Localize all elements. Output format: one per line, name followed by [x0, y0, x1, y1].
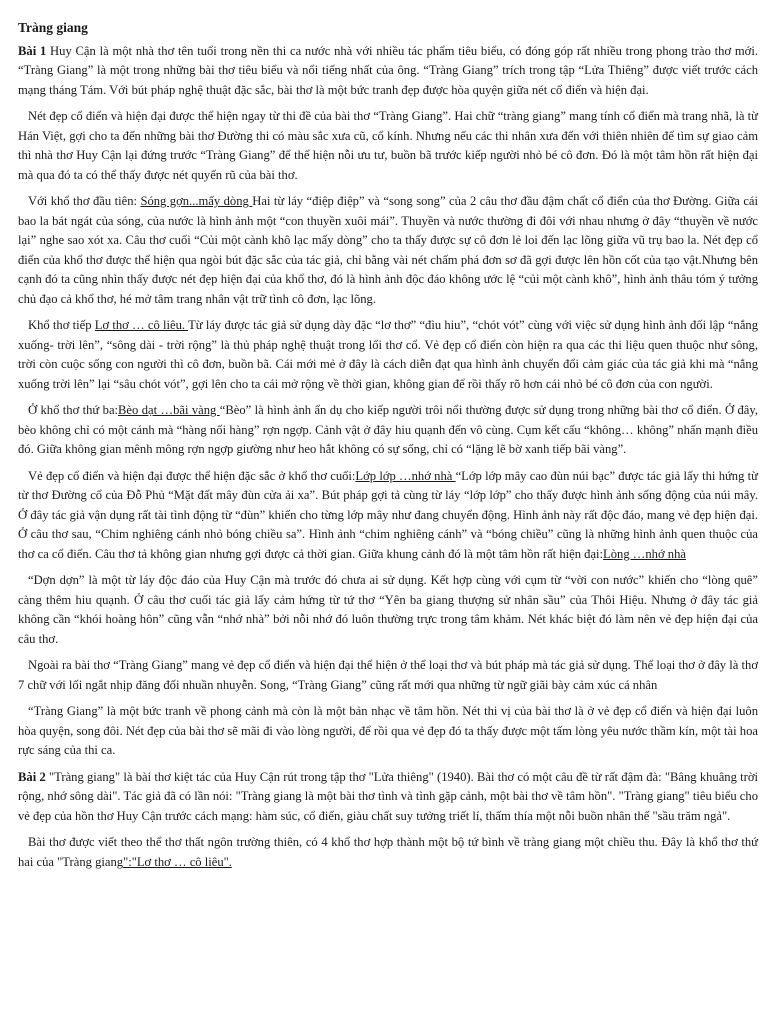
- section-label-bai-1: Bài 1: [18, 43, 47, 58]
- paragraph-text: Từ láy được tác giả sử dụng dày đặc “lơ thơ” “đìu hiu”, “chót vót” cùng với việc sử dụng hình ảnh đối lập “nắng xuống- trời lên”, “sông dài - trời rộng” là thủ pháp nghệ thuật trong lối thơ cổ. Vẻ đẹp cổ điển còn hiện ra qua các thi liệu quen thuộc như sông, trời còn cuộc sống con người thì cô đơn, buồn bã. Cái mới mẻ ở đây là cách diễn đạt qua hình ảnh chuyển đổi cảm giác của tác giả khi mà “nắng xuống trời lên” lại “sâu chót vót”, gợi lên cho ta cái mở rộng về thời gian, không gian để rồi thấy rõ hơn cái nhỏ bé cô đơn của con người.: [18, 318, 759, 391]
- paragraph-4: [18, 316, 758, 394]
- paragraph-9: “Tràng Giang” là một bức tranh về phong cảnh mà còn là một bản nhạc về tâm hồn. Nét thi vị của bài thơ là ở vẻ đẹp cổ điển và hiện đại luôn hòa quyện, song đôi. Nét đẹp của bài thơ sẽ mãi đi vào lòng người, để rồi qua vẻ đẹp đó ta thấy được một tấm lòng yêu nước thầm kín, một tài hoa rực sáng của thi ca.: [18, 704, 758, 757]
- paragraph-6: [18, 467, 758, 565]
- paragraph-11: [18, 833, 758, 872]
- paragraph-text: Vẻ đẹp cổ điển và hiện đại được thể hiện đặc sắc ở khổ thơ cuối:: [28, 468, 356, 483]
- paragraph-3: [18, 192, 758, 309]
- paragraph-bai-2: [18, 768, 758, 827]
- paragraph-text: Khổ thơ tiếp: [28, 318, 95, 332]
- verse-reference-link[interactable]: Lơ thơ … cô liêu.: [94, 318, 189, 332]
- verse-reference-link[interactable]: Lòng …nhớ nhà: [603, 546, 686, 561]
- document-body: [18, 18, 758, 879]
- paragraph-text: Bài thơ được viết theo thể thơ thất ngôn trường thiên, có 4 khổ thơ hợp thành một bộ tứ bình về tràng giang một chiều thu. Đây là khổ thơ thứ hai của "Tràng giang: [18, 835, 758, 869]
- verse-reference-link[interactable]: Sóng gợn...mấy dòng: [140, 194, 253, 208]
- paragraph-5: [18, 401, 758, 460]
- paragraph-text: “Lớp lớp mây cao đùn núi bạc” được tác giả lấy thi hứng từ từ thơ Đường cổ của Đỗ Phủ “Mặt đất mây đùn cửa ải xa”. Bút pháp gợi tả cùng từ láy “lớp lớp” cho thấy được hình ảnh sống động của núi mây. Ở đây tác giả vận dụng rất tài tình động từ “đùn” khiến cho từng lớp mây như đang chuyển động. Hình ảnh này rất độc đáo, mang vẻ đẹp hiện đại. Ở câu thơ sau, “Chim nghiêng cánh nhỏ bóng chiều sa”. Hình ảnh “chim nghiêng cánh” và “bóng chiều” cũng là những hình ảnh quen thuộc của thơ ca cổ điển. Câu thơ tả không gian nhưng gợi được cả thời gian. Giữa khung cảnh đó là một tâm hồn rất hiện đại:: [18, 468, 758, 561]
- paragraph-bai-1: [18, 42, 758, 101]
- paragraph-8: Ngoài ra bài thơ “Tràng Giang” mang vẻ đẹp cổ điển và hiện đại thể hiện ở thể loại thơ và bút pháp mà tác giả sử dụng. Thể loại thơ ở đây là thơ 7 chữ với lối ngắt nhịp đăng đối nhuần nhuyễn. Song, “Tràng Giang” cũng rất mới qua những từ ngữ giãi bày cảm xúc cá nhân: [18, 658, 758, 692]
- verse-reference-link[interactable]: Bèo dạt …bãi vàng: [118, 403, 220, 417]
- paragraph-text: Huy Cận là một nhà thơ tên tuổi trong nền thi ca nước nhà với nhiều tác phẩm tiêu biểu, có đóng góp rất nhiều trong phong trào thơ mới. “Tràng Giang” là một trong những bài thơ tiêu biểu và nổi tiếng nhất của ông. “Tràng Giang” trích trong tập “Lửa Thiêng” được viết trước cách mạng tháng Tám. Với bút pháp nghệ thuật đặc sắc, bài thơ là một bức tranh đẹp được hòa quyện giữa nét cổ điển và hiện đại.: [18, 43, 758, 97]
- paragraph-2: Nét đẹp cổ điển và hiện đại được thể hiện ngay từ thi đề của bài thơ “Tràng Giang”. Hai chữ “tràng giang” mang tính cổ điển mà trang nhã, là từ Hán Việt, gợi cho ta đến những bài thơ Đường thi có màu sắc xưa cũ, cổ kính. Nhưng nếu các thi nhân xưa đến với thiên nhiên để tìm sự giao cảm thì nhà thơ Huy Cận lại đứng trước “Tràng Giang” để thể hiện nỗi ưu tư, buồn bã trước kiếp người nhỏ bé cô đơn. Đó là một tâm hồn rất hiện đại mà qua đó ta có thể thấy được nét quyến rũ của bài thơ.: [18, 109, 758, 182]
- paragraph-text: "Tràng giang" là bài thơ kiệt tác của Huy Cận rút trong tập thơ "Lửa thiêng" (1940). Bài thơ có một câu đề từ rất đậm đà: "Bâng khuâng trời rộng, nhớ sông dài". Tác giả đã có lần nói: "Tràng giang là một bài thơ tình và tình gặp cảnh, một bài thơ về tâm hồn". "Tràng giang" tiêu biểu cho vẻ đẹp của hồn thơ Huy Cận trước cách mạng: hàm súc, cổ điển, giàu chất suy tưởng triết lí, thấm thía một nỗi buồn nhân thế "sầu trăm ngả".: [18, 769, 758, 823]
- document-title: Tràng giang: [18, 20, 88, 35]
- paragraph-text: “Bèo” là hình ảnh ẩn dụ cho kiếp người trôi nổi thường được sử dụng trong những bài thơ cổ điển. Ở đây, bèo không chỉ có một cánh mà “hàng nối hàng” rợn ngợp. Cảnh vật ở đây hiu quạnh đến vô cùng. Cụm kết cấu “không… không” nhấn mạnh điều đó. Giữa không gian mênh mông rợn ngợp giường như heo hắt không có sự sống, chỉ có “lặng lẽ bờ xanh tiếp bãi vàng”.: [18, 403, 758, 456]
- verse-reference-link[interactable]: ":"Lơ thơ … cô liêu".: [123, 854, 232, 869]
- section-label-bai-2: Bài 2: [18, 769, 46, 784]
- paragraph-7: “Dợn dợn” là một từ láy độc đáo của Huy Cận mà trước đó chưa ai sử dụng. Kết hợp cùng với cụm từ “vời con nước” khiến cho “lòng quê” càng thêm hiu quạnh. Ở câu thơ cuối tác giả lấy cảm hứng từ tứ thơ “Yên ba giang thượng sử nhân sầu” của Thôi Hiệu. Nhưng ở đây tác giả không cần “khói hoàng hôn” cũng vẫn “nhớ nhà” bởi nỗi nhớ đó luôn thường trực trong tâm khảm. Nét khác biệt đó làm nên vẻ đẹp hiện đại của câu thơ.: [18, 573, 758, 646]
- paragraph-text: Hai từ láy “điệp điệp” và “song song” của 2 câu thơ đầu đậm chất cổ điển của thơ Đường. Giữa cái bao la bát ngát của sóng, của nước là hình ảnh một “con thuyền xuôi mái”. Thuyền và nước thường đi đôi với nhau nhưng ở đây “thuyền về nước lại” nghe sao xót xa. Câu thơ cuối “Củi một cành khô lạc mấy dòng” cho ta thấy được sự cô đơn lẻ loi đến lạc lõng giữa vũ trụ bao la. Nét đẹp cổ điển của khổ thơ được thể hiện qua ngòi bút đặc sắc của tác giả, chỉ bằng vài nét chấm phá đơn sơ đã gợi được lên hồn cốt của tạo vật.Nhưng bên cạnh đó ta cũng nhìn thấy được nét đẹp hiện đại của khổ thơ, đó là hình ảnh độc đáo không ước lệ “củi một cành khô”, hình ảnh thâu tóm ý tưởng chủ đạo cả khổ thơ, hé mở tâm trang nhân vật trữ tình cô đơn, lạc lõng.: [18, 194, 758, 306]
- verse-reference-link[interactable]: Lớp lớp …nhớ nhà: [355, 468, 456, 483]
- paragraph-text: Ở khổ thơ thứ ba:: [28, 403, 119, 417]
- paragraph-text: Với khổ thơ đầu tiên:: [28, 194, 141, 208]
